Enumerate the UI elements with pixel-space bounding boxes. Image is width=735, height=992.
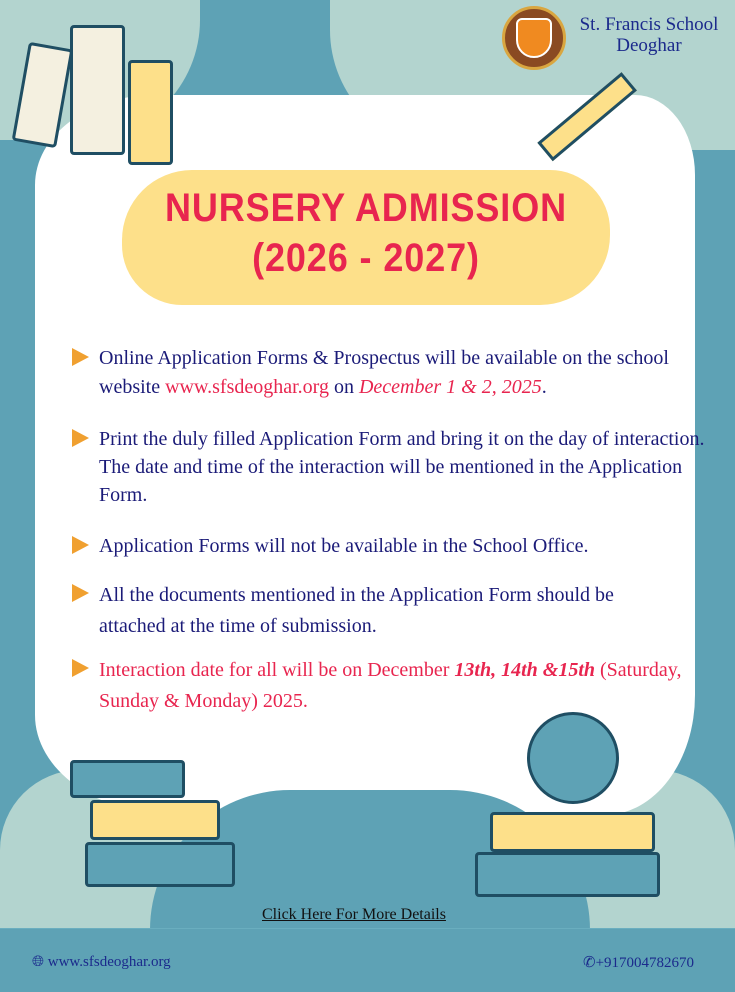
arrow-icon (72, 536, 89, 554)
book-icon (490, 812, 655, 852)
book-icon (475, 852, 660, 897)
bullet-item: Application Forms will not be available in the School Office. (72, 532, 712, 561)
book-icon (128, 60, 173, 165)
arrow-icon (72, 584, 89, 602)
book-icon (85, 842, 235, 887)
bullet-item: Interaction date for all will be on December 13th, 14th &15th (Saturday, Sunday & Monday) 2025. (72, 655, 692, 717)
footer-phone-link[interactable]: ✆+917004782670 (583, 955, 695, 971)
phone-icon: ✆ (583, 955, 596, 971)
arrow-icon (72, 429, 89, 447)
arrow-icon (72, 659, 89, 677)
school-name-line2: Deoghar (616, 35, 682, 56)
book-icon (90, 800, 220, 840)
bullet-item: Online Application Forms & Prospectus will be available on the school website www.sfsdeoghar.org on December 1 & 2, 2025. (72, 344, 712, 402)
arrow-icon (72, 348, 89, 366)
book-icon (70, 25, 125, 155)
school-name-line1: St. Francis School (579, 14, 719, 35)
school-logo (502, 6, 566, 70)
bullet-item: All the documents mentioned in the Application Form should be attached at the time of submission. (72, 580, 672, 642)
globe-decor-icon (527, 712, 619, 804)
website-link[interactable]: www.sfsdeoghar.org (165, 376, 329, 398)
footer (0, 928, 735, 992)
more-details-link[interactable]: Click Here For More Details (262, 906, 446, 923)
bullet-item: Print the duly filled Application Form and bring it on the day of interaction. The date and time of the interaction will be mentioned in the Application Form. (72, 425, 712, 509)
title-line1: NURSERY ADMISSION (164, 186, 568, 230)
globe-icon: 🌐︎ (32, 954, 45, 970)
footer-website-link[interactable]: 🌐︎ www.sfsdeoghar.org (32, 954, 171, 970)
books-bottom-left-icon (70, 760, 185, 798)
school-name (574, 14, 724, 56)
title-line2: (2026 - 2027) (252, 236, 480, 280)
